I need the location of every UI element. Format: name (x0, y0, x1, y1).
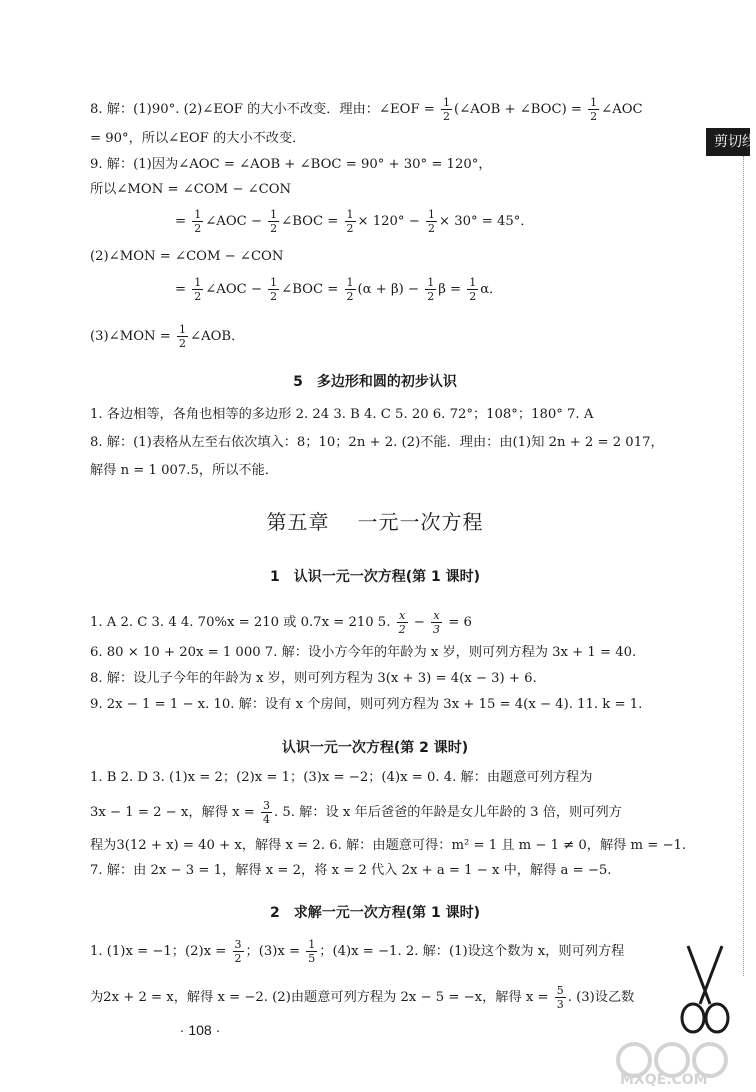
page-number: · 108 · (179, 1022, 221, 1038)
lesson-1b-line-4: 7. 解：由 2x − 3 = 1，解得 x = 2，将 x = 2 代入 2x + a = 1 − x 中，解得 a = −5. (90, 863, 612, 878)
lesson-1-line-3: 8. 解：设儿子今年的年龄为 x 岁，则可列方程为 3(x + 3) = 4(x − 3) + 6. (90, 671, 537, 686)
lesson-1b-heading: 认识一元一次方程(第 2 课时) (281, 740, 469, 756)
fraction-half: $\frac{1}{2}$ (443, 96, 451, 123)
fraction-half: $\frac{1}{2}$ (427, 208, 435, 235)
fraction-half: $\frac{1}{2}$ (346, 208, 354, 235)
fraction-half: $\frac{1}{2}$ (346, 276, 354, 303)
chapter-heading (0, 506, 750, 535)
fraction-x-over-2: $\frac{x}{2}$ (398, 609, 406, 636)
q8-line-2: = 90°，所以∠EOF 的大小不改变． (90, 131, 306, 146)
fraction-half: $\frac{1}{2}$ (590, 96, 598, 123)
section-5-heading (0, 371, 750, 391)
q9-line-5: = $\frac{1}{2}$ ∠AOC − $\frac{1}{2}$ ∠BOC = $\frac{1}{2}$ (α + β) − $\frac{1}{2}$ β = $\frac{1}{2}$ α． (175, 276, 503, 303)
fraction-half: $\frac{1}{2}$ (270, 276, 278, 303)
lesson-1-heading: 1 认识一元一次方程(第 1 课时) (269, 569, 481, 585)
q8-text-a: 8. 解：(1)90°. (2)∠EOF 的大小不改变．理由：∠EOF = (90, 102, 440, 117)
q9-line-3: = $\frac{1}{2}$ ∠AOC − $\frac{1}{2}$ ∠BOC = $\frac{1}{2}$ × 120° − $\frac{1}{2}$ × 30° = 45°． (175, 208, 534, 235)
lesson-2-line-1: 1. (1)x = −1；(2)x = $\frac{3}{2}$ ；(3)x = $\frac{1}{5}$ ；(4)x = −1. 2. 解：(1)设这个数为 x，则可列方程 (90, 938, 625, 965)
lesson-2-heading: 2 求解一元一次方程(第 1 课时) (269, 905, 481, 921)
chapter-number: 第五章 (266, 510, 330, 534)
fraction-half: $\frac{1}{2}$ (179, 323, 187, 350)
q9-line-4: (2)∠MON = ∠COM − ∠CON (90, 249, 284, 264)
scissors-icon (676, 946, 734, 1042)
lesson-1b-line-3: 程为3(12 + x) = 40 + x，解得 x = 2. 6. 解：由题意可得：m² = 1 且 m − 1 ≠ 0，解得 m = −1. (90, 838, 687, 853)
q9-line-1: 9. 解：(1)因为∠AOC = ∠AOB + ∠BOC = 90° + 30° = 120°， (90, 157, 492, 172)
q8-text-c: ∠AOC (601, 102, 643, 117)
fraction-three-halves: $\frac{3}{2}$ (234, 938, 242, 965)
fraction-three-quarters: $\frac{3}{4}$ (262, 799, 270, 826)
svg-text:MXQE.COM: MXQE.COM (620, 1072, 708, 1088)
fraction-half: $\frac{1}{2}$ (427, 276, 435, 303)
lesson-1-line-1: 1. A 2. C 3. 4 4. 70%x = 210 或 0.7x = 210 5. $\frac{x}{2}$ − $\frac{x}{3}$ = 6 (90, 609, 472, 636)
q9-line-2: 所以∠MON = ∠COM − ∠CON (90, 182, 292, 197)
fraction-one-fifth: $\frac{1}{5}$ (308, 938, 316, 965)
lesson-1b-line-2: 3x − 1 = 2 − x，解得 x = $\frac{3}{4}$ . 5. 解：设 x 年后爸爸的年龄是女儿年龄的 3 倍，则可列方 (90, 799, 622, 826)
lesson-1b-line-1: 1. B 2. D 3. (1)x = 2；(2)x = 1；(3)x = −2；(4)x = 0. 4. 解：由题意可列方程为 (90, 770, 593, 785)
fraction-half: $\frac{1}{2}$ (270, 208, 278, 235)
lesson-1-line-2: 6. 80 × 10 + 20x = 1 000 7. 解：设小方今年的年龄为 x 岁，则可列方程为 3x + 1 = 40. (90, 645, 637, 660)
fraction-half: $\frac{1}{2}$ (194, 276, 202, 303)
cut-line-tab: 剪切线 (706, 128, 750, 156)
q9-line-6: (3)∠MON = $\frac{1}{2}$ ∠AOB． (90, 323, 245, 350)
fraction-half: $\frac{1}{2}$ (194, 208, 202, 235)
chapter-title: 一元一次方程 (357, 510, 484, 534)
lesson-1-line-4: 9. 2x − 1 = 1 − x. 10. 解：设有 x 个房间，则可列方程为 3x + 15 = 4(x − 4). 11. k = 1. (90, 697, 643, 712)
fraction-half: $\frac{1}{2}$ (469, 276, 477, 303)
section-title: 多边形和圆的初步认识 (316, 374, 457, 390)
fraction-x-over-3: $\frac{x}{3}$ (433, 609, 441, 636)
q8-text-b: (∠AOB + ∠BOC) = (454, 102, 587, 117)
q8-line-1 (90, 96, 643, 123)
watermark-logo (612, 1040, 742, 1090)
section-number: 5 (293, 374, 303, 390)
lesson-2-line-2: 为2x + 2 = x，解得 x = −2. (2)由题意可列方程为 2x − 5 = −x，解得 x = $\frac{5}{3}$ . (3)设乙数 (90, 984, 635, 1011)
fraction-five-thirds: $\frac{5}{3}$ (556, 984, 564, 1011)
section-5-line-3: 解得 n = 1 007.5，所以不能． (90, 463, 278, 478)
section-5-line-2: 8. 解：(1)表格从左至右依次填入：8；10；2n + 2. (2)不能．理由：由(1)知 2n + 2 = 2 017， (90, 435, 664, 450)
section-5-line-1: 1. 各边相等，各角也相等的多边形 2. 24 3. B 4. C 5. 20 6. 72°；108°；180° 7. A (90, 407, 594, 422)
